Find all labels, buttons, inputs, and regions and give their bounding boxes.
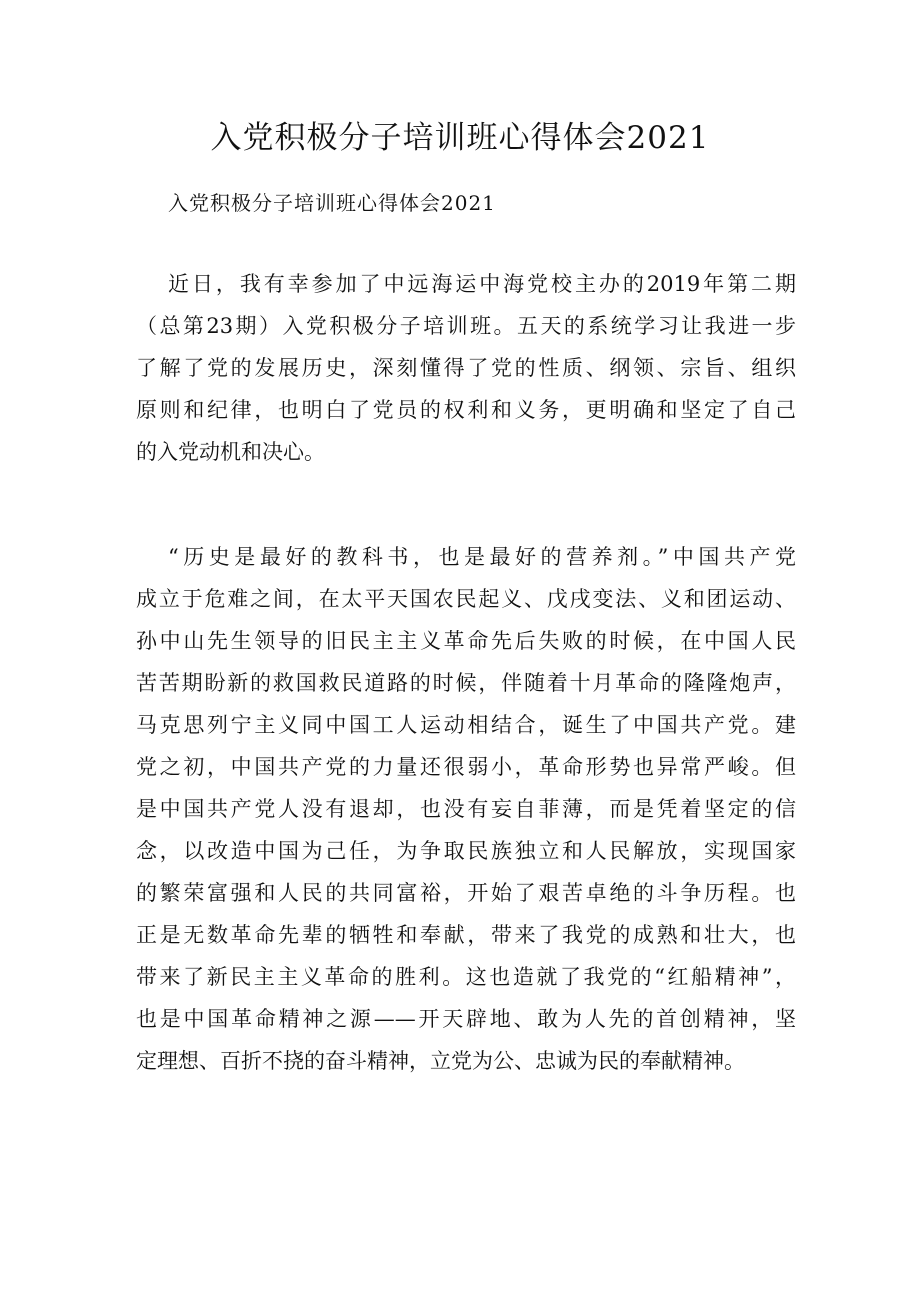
paragraph-line: 原则和纪律，也明白了党员的权利和义务，更明确和坚定了自己 (136, 398, 796, 422)
paragraph-line: 念，以改造中国为己任，为争取民族独立和人民解放，实现国家 (136, 839, 796, 863)
paragraph-line: 近日，我有幸参加了中远海运中海党校主办的2019年第二期 (168, 272, 796, 296)
paragraph-line: 孙中山先生领导的旧民主主义革命先后失败的时候，在中国人民 (136, 629, 796, 653)
paragraph-line: 定理想、百折不挠的奋斗精神，立党为公、忠诚为民的奉献精神。 (136, 1049, 745, 1073)
paragraph-line: 是中国共产党人没有退却，也没有妄自菲薄，而是凭着坚定的信 (136, 797, 796, 821)
paragraph-line: 也是中国革命精神之源——开天辟地、敢为人先的首创精神，坚 (136, 1007, 796, 1031)
paragraph-line: 了解了党的发展历史，深刻懂得了党的性质、纲领、宗旨、组织 (136, 356, 796, 380)
paragraph-line: 党之初，中国共产党的力量还很弱小，革命形势也异常严峻。但 (136, 755, 796, 779)
paragraph-1 (136, 263, 796, 473)
paragraph-line: 苦苦期盼新的救国救民道路的时候，伴随着十月革命的隆隆炮声， (136, 671, 796, 695)
document-subtitle: 入党积极分子培训班心得体会2021 (168, 191, 496, 215)
document-title: 入党积极分子培训班心得体会2021 (210, 120, 710, 156)
paragraph-line: 的入党动机和决心。 (136, 440, 325, 464)
paragraph-2 (136, 536, 796, 1082)
paragraph-line: 马克思列宁主义同中国工人运动相结合，诞生了中国共产党。建 (136, 713, 796, 737)
paragraph-line: 成立于危难之间，在太平天国农民起义、戊戌变法、义和团运动、 (136, 587, 796, 611)
paragraph-line: “历史是最好的教科书，也是最好的营养剂。”中国共产党 (168, 545, 796, 569)
paragraph-line: 的繁荣富强和人民的共同富裕，开始了艰苦卓绝的斗争历程。也 (136, 881, 796, 905)
paragraph-line: 带来了新民主主义革命的胜利。这也造就了我党的“红船精神”， (136, 965, 796, 989)
paragraph-line: 正是无数革命先辈的牺牲和奉献，带来了我党的成熟和壮大，也 (136, 923, 796, 947)
paragraph-line: （总第23期）入党积极分子培训班。五天的系统学习让我进一步 (136, 314, 796, 338)
